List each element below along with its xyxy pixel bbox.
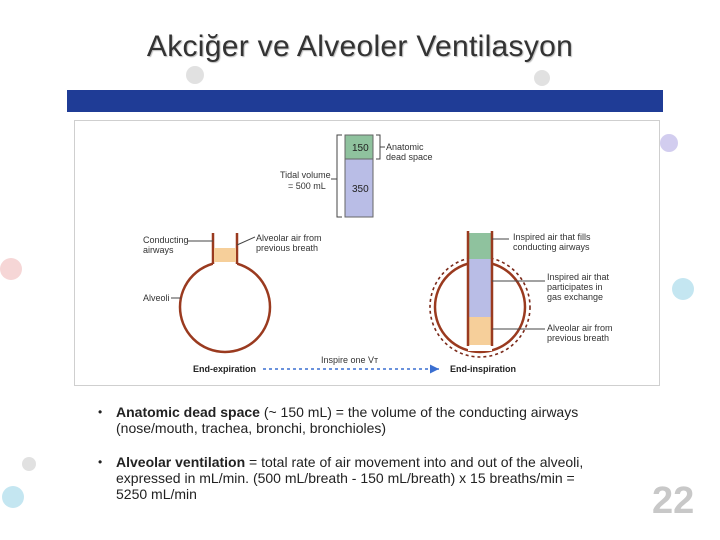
tidal-volume-label-1: Tidal volume <box>280 170 331 180</box>
decorative-circle <box>660 134 678 152</box>
decorative-circle <box>534 70 550 86</box>
left-alveolar-air <box>214 248 236 262</box>
bullet-text: expressed in mL/min. (500 mL/breath - 150 mL/breath) x 15 breaths/min = <box>116 470 575 486</box>
bullet-marker: • <box>98 405 103 419</box>
inspired-fills-label-1: Inspired air that fills <box>513 232 591 242</box>
end-inspiration-label: End-inspiration <box>450 364 516 374</box>
right-dead-space-air <box>469 233 491 259</box>
anatomic-label-2: dead space <box>386 152 433 162</box>
conducting-label-2: airways <box>143 245 174 255</box>
tidal-volume-bracket <box>331 135 342 217</box>
alveolar-prev-label-2: previous breath <box>256 243 319 253</box>
bullet-marker: • <box>98 455 103 469</box>
end-expiration-label: End-expiration <box>193 364 257 374</box>
bullet-alveolar-ventilation <box>98 454 638 502</box>
bullet-text: (~ 150 mL) = the volume of the conducting airways <box>259 404 579 420</box>
alveolar-prev-label-1: Alveolar air from <box>256 233 322 243</box>
alveoli-label: Alveoli <box>143 293 170 303</box>
bar-dead-space-value: 150 <box>352 143 369 154</box>
diagram-svg <box>75 121 659 385</box>
bar-alveolar-value: 350 <box>352 184 369 195</box>
inspired-participates-label-2: participates in <box>547 282 603 292</box>
decorative-circle <box>0 258 22 280</box>
bullet-text: (nose/mouth, trachea, bronchi, bronchioles) <box>116 420 387 436</box>
page-number: 22 <box>652 480 695 522</box>
conducting-label-1: Conducting <box>143 235 189 245</box>
inspire-one-label: Inspire one Vᴛ <box>321 355 379 365</box>
decorative-circle <box>22 457 36 471</box>
left-alveolus <box>180 262 270 352</box>
alveolar-prev-pointer <box>237 237 255 245</box>
slide-title: Akciğer ve Alveoler Ventilasyon <box>146 30 574 63</box>
decorative-circle <box>186 66 204 84</box>
dead-space-bracket <box>376 135 385 159</box>
bullet-text: 5250 mL/min <box>116 486 197 502</box>
right-gas-exchange-air <box>469 259 491 317</box>
bullet-text: = total rate of air movement into and out of the alveoli, <box>245 454 584 470</box>
bullet-term: Anatomic dead space <box>116 404 260 420</box>
bullet-dead-space <box>98 404 638 436</box>
anatomic-label-1: Anatomic <box>386 142 424 152</box>
bullet-term: Alveolar ventilation <box>116 454 246 470</box>
title-underline-bar <box>67 90 663 112</box>
decorative-circle <box>672 278 694 300</box>
decorative-circle <box>2 486 24 508</box>
bullet-list <box>98 404 638 520</box>
ventilation-diagram <box>74 120 660 386</box>
right-alveolar-prev-air <box>469 317 491 345</box>
inspired-participates-label-1: Inspired air that <box>547 272 610 282</box>
right-alveolar-prev-label-1: Alveolar air from <box>547 323 613 333</box>
right-alveolar-prev-label-2: previous breath <box>547 333 610 343</box>
tidal-volume-label-2: = 500 mL <box>288 181 326 191</box>
inspired-fills-label-2: conducting airways <box>513 242 590 252</box>
inspired-participates-label-3: gas exchange <box>547 292 604 302</box>
